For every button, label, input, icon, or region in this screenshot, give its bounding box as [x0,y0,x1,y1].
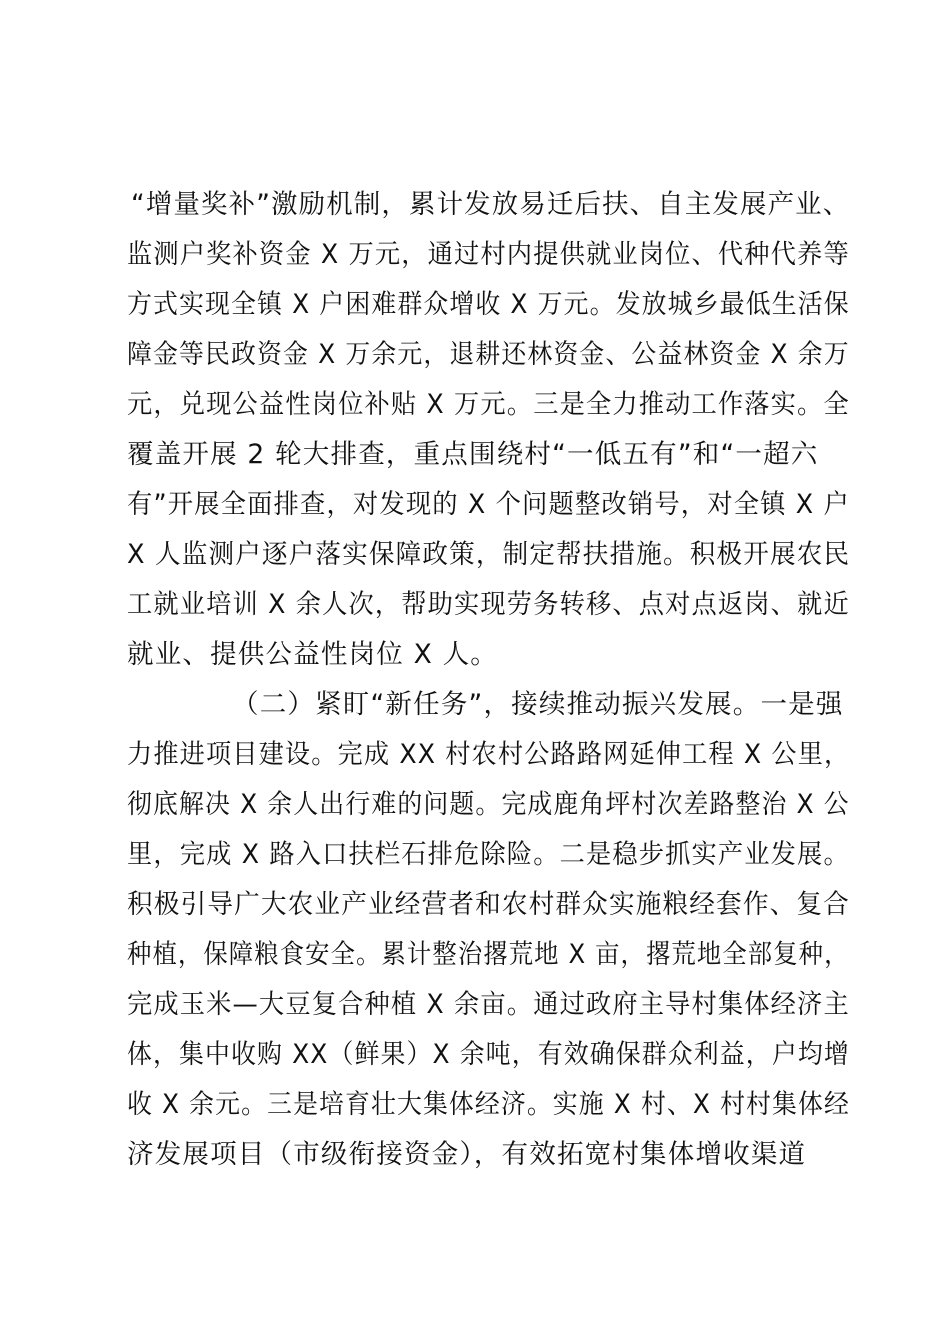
text-line-19: 收 X 余元。三是培育壮大集体经济。实施 X 村、X 村村集体经 [127,1089,850,1120]
text-line-7: 有”开展全面排查，对发现的 X 个问题整改销号，对全镇 X 户 [127,489,850,520]
text-line-17: 完成玉米—大豆复合种植 X 余亩。通过政府主导村集体经济主 [127,989,850,1020]
text-line-18: 体，集中收购 XX（鲜果）X 余吨，有效确保群众利益，户均增 [127,1039,850,1070]
text-line-4: 障金等民政资金 X 万余元，退耕还林资金、公益林资金 X 余万 [127,339,850,370]
text-line-20: 济发展项目（市级衔接资金），有效拓宽村集体增收渠道 [127,1139,807,1170]
text-line-16: 种植，保障粮食安全。累计整治撂荒地 X 亩，撂荒地全部复种， [127,939,850,970]
text-line-10: 就业、提供公益性岗位 X 人。 [127,639,499,670]
text-line-3: 方式实现全镇 X 户困难群众增收 X 万元。发放城乡最低生活保 [127,289,850,320]
text-line-8: X 人监测户逐户落实保障政策，制定帮扶措施。积极开展农民 [127,539,851,570]
text-line-5: 元，兑现公益性岗位补贴 X 万元。三是全力推动工作落实。全 [127,389,850,420]
text-line-12: 力推进项目建设。完成 XX 村农村公路路网延伸工程 X 公里， [127,739,851,770]
text-line-1: “增量奖补”激励机制，累计发放易迁后扶、自主发展产业、 [131,189,851,220]
text-line-13: 彻底解决 X 余人出行难的问题。完成鹿角坪村次差路整治 X 公 [127,789,850,820]
text-line-2: 监测户奖补资金 X 万元，通过村内提供就业岗位、代种代养等 [127,239,850,270]
text-line-6: 覆盖开展 2 轮大排查，重点围绕村“一低五有”和“一超六 [127,439,819,470]
text-line-9: 工就业培训 X 余人次，帮助实现劳务转移、点对点返岗、就近 [127,589,850,620]
text-line-15: 积极引导广大农业产业经营者和农村群众实施粮经套作、复合 [127,889,850,920]
section-heading-line: （二）紧盯“新任务”，接续推动振兴发展。一是强 [232,689,844,720]
text-line-14: 里，完成 X 路入口扶栏石排危除险。二是稳步抓实产业发展。 [127,839,850,870]
